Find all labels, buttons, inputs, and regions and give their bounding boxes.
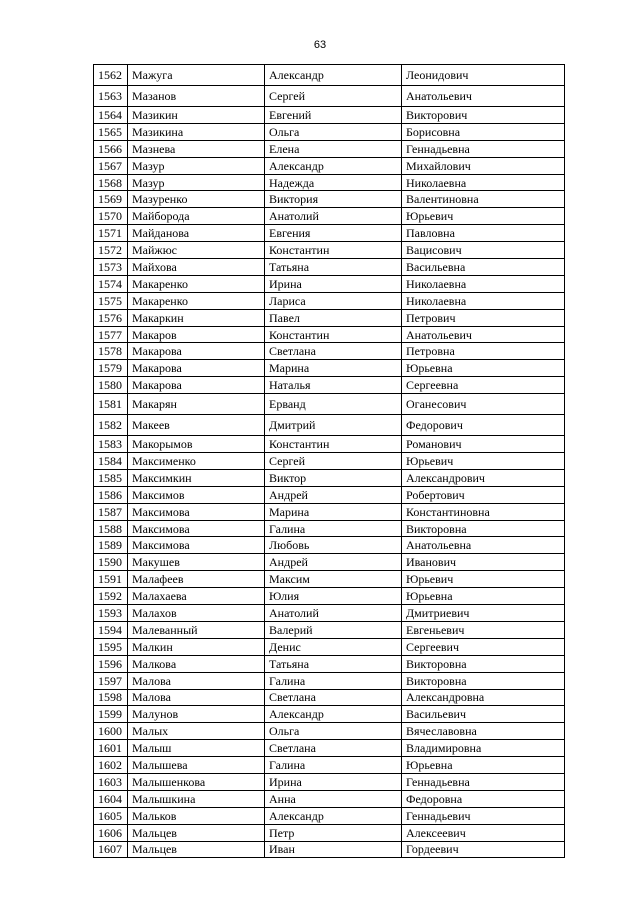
surname-cell: Мазанов [128,86,265,107]
row-number: 1581 [94,394,128,415]
table-row [94,655,565,672]
row-number: 1579 [94,360,128,377]
first-name-cell: Сергей [265,86,402,107]
row-number: 1588 [94,520,128,537]
patronymic-cell: Викторовна [402,655,565,672]
row-number: 1592 [94,588,128,605]
row-number: 1605 [94,807,128,824]
patronymic-cell: Геннадьевна [402,773,565,790]
row-number: 1604 [94,790,128,807]
table-row [94,841,565,858]
table-row [94,571,565,588]
table-row [94,605,565,622]
patronymic-cell: Петрович [402,309,565,326]
surname-cell: Малафеев [128,571,265,588]
first-name-cell: Виктория [265,191,402,208]
surname-cell: Малахаева [128,588,265,605]
surname-cell: Макарова [128,343,265,360]
row-number: 1562 [94,65,128,86]
surname-cell: Малыш [128,740,265,757]
patronymic-cell: Анатольевич [402,326,565,343]
surname-cell: Мазикина [128,123,265,140]
table-row [94,415,565,436]
surname-cell: Майжюс [128,242,265,259]
surname-cell: Малышева [128,757,265,774]
first-name-cell: Ольга [265,723,402,740]
row-number: 1593 [94,605,128,622]
row-number: 1590 [94,554,128,571]
table-row [94,807,565,824]
first-name-cell: Евгения [265,225,402,242]
table-row [94,469,565,486]
patronymic-cell: Валентиновна [402,191,565,208]
first-name-cell: Александр [265,807,402,824]
first-name-cell: Александр [265,157,402,174]
first-name-cell: Галина [265,520,402,537]
table-row [94,723,565,740]
first-name-cell: Любовь [265,537,402,554]
surname-cell: Малахов [128,605,265,622]
first-name-cell: Галина [265,757,402,774]
surname-cell: Малунов [128,706,265,723]
table-row [94,672,565,689]
row-number: 1566 [94,140,128,157]
patronymic-cell: Дмитриевич [402,605,565,622]
surname-cell: Мажуга [128,65,265,86]
patronymic-cell: Гордеевич [402,841,565,858]
patronymic-cell: Михайлович [402,157,565,174]
row-number: 1587 [94,503,128,520]
patronymic-cell: Петровна [402,343,565,360]
row-number: 1606 [94,824,128,841]
row-number: 1602 [94,757,128,774]
patronymic-cell: Николаевна [402,174,565,191]
first-name-cell: Ерванд [265,394,402,415]
patronymic-cell: Васильевна [402,259,565,276]
table-row [94,621,565,638]
patronymic-cell: Васильевич [402,706,565,723]
row-number: 1577 [94,326,128,343]
surname-cell: Максименко [128,453,265,470]
table-row [94,292,565,309]
patronymic-cell: Романович [402,436,565,453]
surname-cell: Малова [128,672,265,689]
row-number: 1586 [94,486,128,503]
row-number: 1594 [94,621,128,638]
table-row [94,107,565,124]
patronymic-cell: Оганесович [402,394,565,415]
table-row [94,259,565,276]
surname-cell: Максимова [128,537,265,554]
table-row [94,757,565,774]
table-row [94,225,565,242]
patronymic-cell: Викторовна [402,672,565,689]
patronymic-cell: Геннадьевич [402,807,565,824]
row-number: 1573 [94,259,128,276]
table-row [94,537,565,554]
patronymic-cell: Юрьевич [402,453,565,470]
surname-cell: Максимова [128,503,265,520]
table-row [94,453,565,470]
patronymic-cell: Геннадьевна [402,140,565,157]
first-name-cell: Марина [265,503,402,520]
row-number: 1598 [94,689,128,706]
patronymic-cell: Леонидович [402,65,565,86]
first-name-cell: Петр [265,824,402,841]
table-row [94,275,565,292]
patronymic-cell: Николаевна [402,292,565,309]
row-number: 1565 [94,123,128,140]
table-row [94,65,565,86]
patronymic-cell: Алексеевич [402,824,565,841]
patronymic-cell: Сергеевна [402,377,565,394]
table-row [94,343,565,360]
patronymic-cell: Николаевна [402,275,565,292]
first-name-cell: Анатолий [265,208,402,225]
patronymic-cell: Федорович [402,415,565,436]
first-name-cell: Денис [265,638,402,655]
first-name-cell: Иван [265,841,402,858]
row-number: 1601 [94,740,128,757]
surname-cell: Макарова [128,360,265,377]
surname-cell: Мазур [128,157,265,174]
surname-cell: Макаренко [128,275,265,292]
row-number: 1607 [94,841,128,858]
first-name-cell: Светлана [265,689,402,706]
first-name-cell: Александр [265,65,402,86]
row-number: 1589 [94,537,128,554]
row-number: 1576 [94,309,128,326]
table-row [94,157,565,174]
surname-cell: Максимкин [128,469,265,486]
table-row [94,689,565,706]
table-row [94,554,565,571]
surname-cell: Малова [128,689,265,706]
surname-cell: Мазур [128,174,265,191]
table-row [94,377,565,394]
first-name-cell: Лариса [265,292,402,309]
first-name-cell: Татьяна [265,655,402,672]
table-row [94,309,565,326]
patronymic-cell: Юрьевна [402,757,565,774]
patronymic-cell: Вячеславовна [402,723,565,740]
table-row [94,790,565,807]
row-number: 1597 [94,672,128,689]
table-row [94,174,565,191]
patronymic-cell: Борисовна [402,123,565,140]
row-number: 1574 [94,275,128,292]
surname-cell: Малкова [128,655,265,672]
first-name-cell: Светлана [265,343,402,360]
first-name-cell: Максим [265,571,402,588]
table-row [94,360,565,377]
surname-cell: Мазикин [128,107,265,124]
row-number: 1563 [94,86,128,107]
row-number: 1571 [94,225,128,242]
first-name-cell: Светлана [265,740,402,757]
first-name-cell: Ирина [265,275,402,292]
row-number: 1575 [94,292,128,309]
table-row [94,638,565,655]
patronymic-cell: Юрьевна [402,588,565,605]
row-number: 1595 [94,638,128,655]
first-name-cell: Сергей [265,453,402,470]
table-row [94,824,565,841]
surname-cell: Майборода [128,208,265,225]
row-number: 1568 [94,174,128,191]
surname-cell: Максимова [128,520,265,537]
first-name-cell: Константин [265,242,402,259]
table-row [94,520,565,537]
patronymic-cell: Викторовна [402,520,565,537]
first-name-cell: Юлия [265,588,402,605]
patronymic-cell: Александровна [402,689,565,706]
patronymic-cell: Робертович [402,486,565,503]
table-row [94,208,565,225]
first-name-cell: Татьяна [265,259,402,276]
first-name-cell: Виктор [265,469,402,486]
first-name-cell: Александр [265,706,402,723]
table-row [94,191,565,208]
table-row [94,242,565,259]
patronymic-cell: Павловна [402,225,565,242]
patronymic-cell: Константиновна [402,503,565,520]
first-name-cell: Наталья [265,377,402,394]
surname-cell: Малкин [128,638,265,655]
surname-cell: Мальцев [128,841,265,858]
first-name-cell: Ольга [265,123,402,140]
patronymic-cell: Иванович [402,554,565,571]
surname-cell: Мазуренко [128,191,265,208]
patronymic-cell: Владимировна [402,740,565,757]
patronymic-cell: Федоровна [402,790,565,807]
surname-cell: Мальков [128,807,265,824]
row-number: 1569 [94,191,128,208]
row-number: 1583 [94,436,128,453]
row-number: 1599 [94,706,128,723]
patronymic-cell: Евгеньевич [402,621,565,638]
patronymic-cell: Анатольевич [402,86,565,107]
first-name-cell: Галина [265,672,402,689]
table-row [94,140,565,157]
table-row [94,486,565,503]
row-number: 1570 [94,208,128,225]
first-name-cell: Анна [265,790,402,807]
table-row [94,123,565,140]
first-name-cell: Константин [265,326,402,343]
surname-cell: Макарян [128,394,265,415]
surname-cell: Майхова [128,259,265,276]
table-row [94,436,565,453]
patronymic-cell: Анатольевна [402,537,565,554]
first-name-cell: Елена [265,140,402,157]
table-row [94,773,565,790]
surname-cell: Макаренко [128,292,265,309]
patronymic-cell: Александрович [402,469,565,486]
first-name-cell: Надежда [265,174,402,191]
row-number: 1580 [94,377,128,394]
row-number: 1584 [94,453,128,470]
table-row [94,503,565,520]
surname-cell: Максимов [128,486,265,503]
surname-cell: Мазнева [128,140,265,157]
first-name-cell: Марина [265,360,402,377]
first-name-cell: Анатолий [265,605,402,622]
surname-cell: Макорымов [128,436,265,453]
first-name-cell: Константин [265,436,402,453]
patronymic-cell: Викторович [402,107,565,124]
row-number: 1591 [94,571,128,588]
patronymic-cell: Юрьевич [402,571,565,588]
table-row [94,86,565,107]
first-name-cell: Дмитрий [265,415,402,436]
patronymic-cell: Вацисович [402,242,565,259]
row-number: 1585 [94,469,128,486]
row-number: 1582 [94,415,128,436]
patronymic-cell: Юрьевич [402,208,565,225]
table-row [94,326,565,343]
surname-cell: Макаров [128,326,265,343]
row-number: 1603 [94,773,128,790]
surname-cell: Майданова [128,225,265,242]
table-row [94,706,565,723]
row-number: 1578 [94,343,128,360]
row-number: 1567 [94,157,128,174]
row-number: 1596 [94,655,128,672]
first-name-cell: Валерий [265,621,402,638]
surname-cell: Малышенкова [128,773,265,790]
first-name-cell: Евгений [265,107,402,124]
first-name-cell: Андрей [265,486,402,503]
table-row [94,740,565,757]
table-row [94,394,565,415]
persons-table-body [94,65,565,858]
first-name-cell: Ирина [265,773,402,790]
patronymic-cell: Сергеевич [402,638,565,655]
surname-cell: Макушев [128,554,265,571]
surname-cell: Малышкина [128,790,265,807]
surname-cell: Макаркин [128,309,265,326]
first-name-cell: Андрей [265,554,402,571]
surname-cell: Малеванный [128,621,265,638]
surname-cell: Малых [128,723,265,740]
row-number: 1600 [94,723,128,740]
persons-table [93,64,565,858]
surname-cell: Макеев [128,415,265,436]
surname-cell: Мальцев [128,824,265,841]
row-number: 1572 [94,242,128,259]
table-row [94,588,565,605]
patronymic-cell: Юрьевна [402,360,565,377]
first-name-cell: Павел [265,309,402,326]
surname-cell: Макарова [128,377,265,394]
row-number: 1564 [94,107,128,124]
page-number: 63 [313,39,327,51]
